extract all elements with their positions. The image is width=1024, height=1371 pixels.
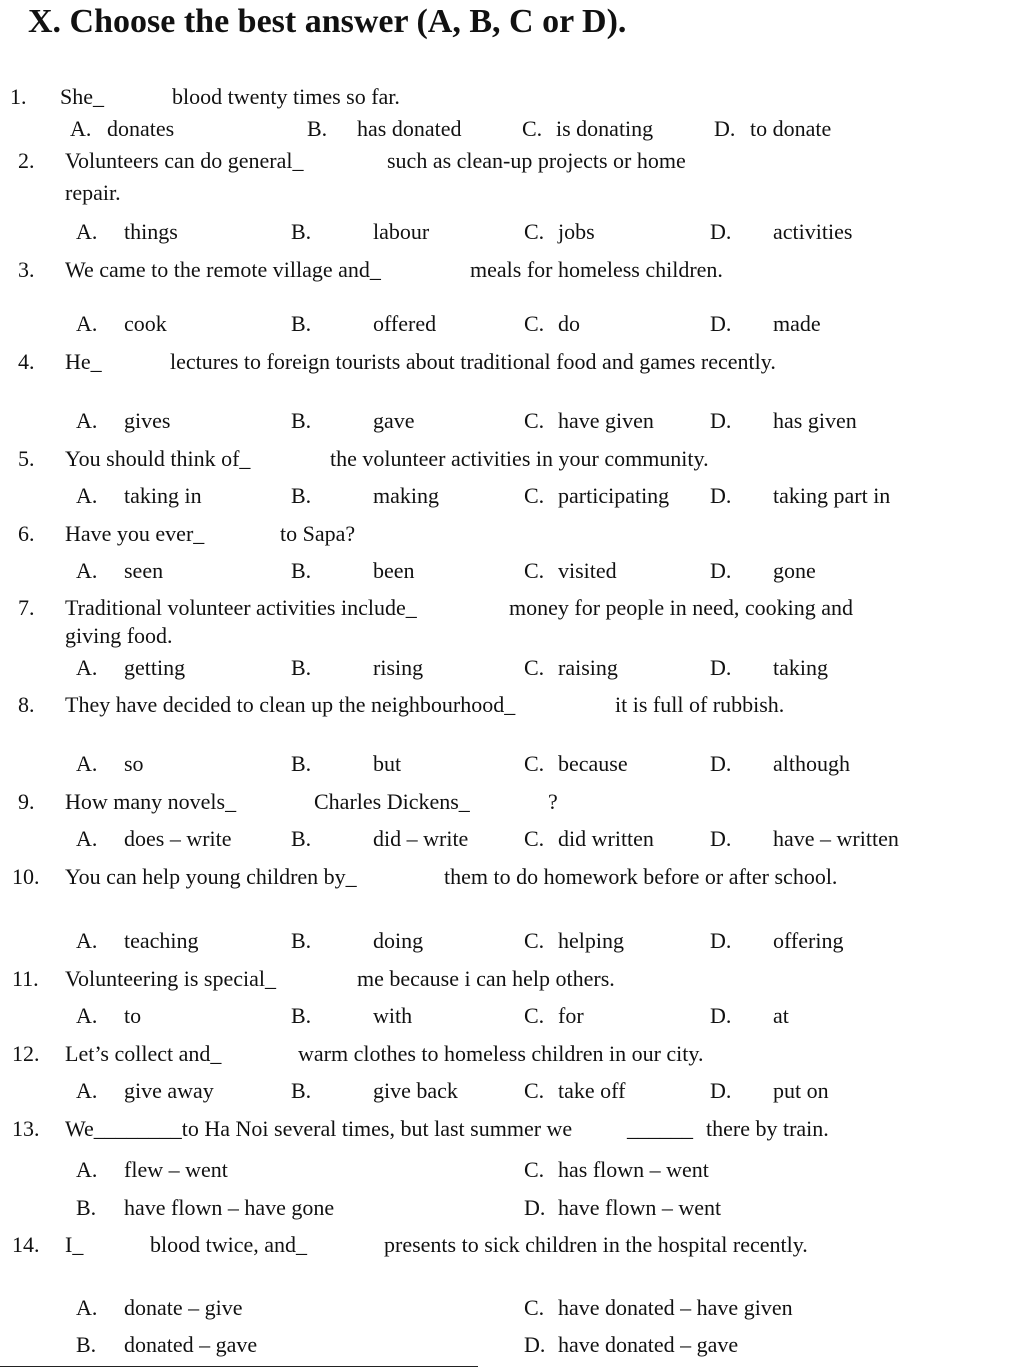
option-b[interactable]: been: [373, 558, 415, 583]
option-c[interactable]: do: [558, 311, 580, 336]
option-label-d: D.: [714, 116, 736, 141]
option-label-b: B.: [291, 483, 312, 508]
option-label-b: B.: [76, 1195, 97, 1220]
option-label-c: C.: [524, 408, 545, 433]
option-c[interactable]: did written: [558, 826, 654, 851]
option-label-c: C.: [524, 1003, 545, 1028]
option-label-b: B.: [291, 751, 312, 776]
option-label-d: D.: [710, 751, 732, 776]
option-label-a: A.: [76, 928, 98, 953]
option-label-c: C.: [524, 483, 545, 508]
option-d[interactable]: gone: [773, 558, 816, 583]
option-d[interactable]: have flown – went: [558, 1195, 722, 1220]
option-label-d: D.: [710, 408, 732, 433]
option-c[interactable]: jobs: [558, 219, 595, 244]
question-number: 12.: [12, 1041, 40, 1066]
option-label-a: A.: [76, 1078, 98, 1103]
option-label-b: B.: [291, 655, 312, 680]
option-label-c: C.: [522, 116, 543, 141]
option-label-d: D.: [710, 928, 732, 953]
option-b[interactable]: has donated: [357, 116, 462, 141]
question-text: How many novels_: [65, 789, 237, 814]
question-text: They have decided to clean up the neighbourhood_: [65, 692, 516, 717]
option-label-c: C.: [524, 928, 545, 953]
option-label-b: B.: [291, 928, 312, 953]
option-d[interactable]: although: [773, 751, 850, 776]
option-a[interactable]: donates: [107, 116, 175, 141]
option-b[interactable]: have flown – have gone: [124, 1195, 335, 1220]
option-c[interactable]: helping: [558, 928, 624, 953]
question-text: Charles Dickens_: [314, 789, 470, 814]
option-a[interactable]: so: [124, 751, 144, 776]
option-label-c: C.: [524, 219, 545, 244]
question-text: We________to Ha Noi several times, but last summer we: [65, 1116, 573, 1141]
question-text: We came to the remote village and_: [65, 257, 381, 282]
option-label-d: D.: [710, 483, 732, 508]
bottom-divider: [0, 1366, 478, 1367]
option-label-a: A.: [76, 408, 98, 433]
option-label-a: A.: [76, 751, 98, 776]
option-d[interactable]: have donated – gave: [558, 1332, 739, 1357]
question-text: Volunteering is special_: [65, 966, 276, 991]
question-text: such as clean-up projects or home: [387, 148, 686, 173]
option-label-b: B.: [291, 219, 312, 244]
option-a[interactable]: things: [124, 219, 178, 244]
option-a[interactable]: teaching: [124, 928, 199, 953]
option-c[interactable]: have given: [558, 408, 654, 433]
option-b[interactable]: rising: [373, 655, 424, 680]
question-text: He_: [65, 349, 102, 374]
question-number: 11.: [12, 966, 39, 991]
option-c[interactable]: participating: [558, 483, 670, 508]
option-d[interactable]: at: [773, 1003, 789, 1028]
question-text: there by train.: [706, 1116, 829, 1141]
question-text: blood twice, and_: [150, 1232, 308, 1257]
option-b[interactable]: did – write: [373, 826, 469, 851]
option-c[interactable]: have donated – have given: [558, 1295, 793, 1320]
option-label-a: A.: [76, 1295, 98, 1320]
question-number: 13.: [12, 1116, 40, 1141]
question-number: 8.: [18, 692, 35, 717]
option-c[interactable]: raising: [558, 655, 618, 680]
option-label-a: A.: [76, 1157, 98, 1182]
option-a[interactable]: seen: [124, 558, 164, 583]
question-number: 9.: [18, 789, 35, 814]
question-text: it is full of rubbish.: [615, 692, 785, 717]
option-label-d: D.: [710, 1078, 732, 1103]
option-b[interactable]: making: [373, 483, 439, 508]
option-c[interactable]: visited: [558, 558, 617, 583]
question-number: 5.: [18, 446, 35, 471]
question-text: She_: [60, 84, 104, 109]
question-text: meals for homeless children.: [470, 257, 723, 282]
question-text: the volunteer activities in your community.: [330, 446, 709, 471]
question-number: 10.: [12, 864, 40, 889]
question-text: money for people in need, cooking and: [509, 595, 853, 620]
option-label-a: A.: [76, 558, 98, 583]
option-label-d: D.: [710, 655, 732, 680]
option-c[interactable]: take off: [558, 1078, 626, 1103]
option-a[interactable]: gives: [124, 408, 171, 433]
question-text-continued: repair.: [65, 180, 121, 205]
option-c[interactable]: because: [558, 751, 628, 776]
option-b[interactable]: offered: [373, 311, 437, 336]
option-d[interactable]: to donate: [750, 116, 832, 141]
option-b[interactable]: with: [373, 1003, 413, 1028]
option-b[interactable]: labour: [373, 219, 430, 244]
option-d[interactable]: made: [773, 311, 821, 336]
option-label-d: D.: [710, 558, 732, 583]
option-label-c: C.: [524, 311, 545, 336]
option-label-a: A.: [76, 219, 98, 244]
question-number: 1.: [10, 84, 27, 109]
option-d[interactable]: taking part in: [773, 483, 891, 508]
option-label-c: C.: [524, 655, 545, 680]
option-d[interactable]: taking: [773, 655, 828, 680]
option-a[interactable]: flew – went: [124, 1157, 228, 1182]
option-label-c: C.: [524, 1295, 545, 1320]
answer-blank: ______: [627, 1116, 693, 1141]
question-text: lectures to foreign tourists about traditional food and games recently.: [170, 349, 776, 374]
question-text: You should think of_: [65, 446, 251, 471]
option-label-b: B.: [291, 826, 312, 851]
page-title: X. Choose the best answer (A, B, C or D).: [28, 3, 627, 40]
option-label-c: C.: [524, 1157, 545, 1182]
question-number: 7.: [18, 595, 35, 620]
option-label-b: B.: [291, 408, 312, 433]
option-label-a: A.: [76, 483, 98, 508]
option-b[interactable]: donated – gave: [124, 1332, 258, 1357]
option-c[interactable]: has flown – went: [558, 1157, 709, 1182]
question-text: I_: [65, 1232, 84, 1257]
option-label-b: B.: [291, 1003, 312, 1028]
option-a[interactable]: taking in: [124, 483, 202, 508]
option-label-d: D.: [524, 1195, 546, 1220]
option-a[interactable]: does – write: [124, 826, 232, 851]
option-d[interactable]: activities: [773, 219, 853, 244]
question-text: Have you ever_: [65, 521, 205, 546]
option-label-a: A.: [76, 655, 98, 680]
option-label-d: D.: [710, 826, 732, 851]
question-text: Let’s collect and_: [65, 1041, 222, 1066]
option-label-b: B.: [76, 1332, 97, 1357]
question-number: 3.: [18, 257, 35, 282]
option-label-c: C.: [524, 558, 545, 583]
question-text: You can help young children by_: [65, 864, 357, 889]
question-text: them to do homework before or after school.: [444, 864, 838, 889]
question-text-continued: giving food.: [65, 623, 173, 648]
option-label-a: A.: [76, 311, 98, 336]
option-d[interactable]: have – written: [773, 826, 899, 851]
option-label-c: C.: [524, 826, 545, 851]
option-b[interactable]: but: [373, 751, 402, 776]
option-a[interactable]: to: [124, 1003, 142, 1028]
option-label-d: D.: [710, 1003, 732, 1028]
question-text: Volunteers can do general_: [65, 148, 304, 173]
option-label-b: B.: [291, 311, 312, 336]
option-d[interactable]: offering: [773, 928, 844, 953]
option-a[interactable]: donate – give: [124, 1295, 243, 1320]
option-label-b: B.: [307, 116, 328, 141]
option-label-b: B.: [291, 558, 312, 583]
question-text: ?: [548, 789, 558, 814]
question-number: 4.: [18, 349, 35, 374]
question-text: me because i can help others.: [357, 966, 615, 991]
option-label-a: A.: [70, 116, 92, 141]
question-text: warm clothes to homeless children in our city.: [298, 1041, 704, 1066]
option-label-c: C.: [524, 751, 545, 776]
option-label-b: B.: [291, 1078, 312, 1103]
question-number: 14.: [12, 1232, 40, 1257]
question-text: presents to sick children in the hospital recently.: [384, 1232, 808, 1257]
question-number: 2.: [18, 148, 35, 173]
option-b[interactable]: gave: [373, 408, 415, 433]
option-c[interactable]: for: [558, 1003, 584, 1028]
question-text: to Sapa?: [280, 521, 356, 546]
option-c[interactable]: is donating: [556, 116, 654, 141]
question-text: blood twenty times so far.: [172, 84, 400, 109]
option-label-a: A.: [76, 826, 98, 851]
option-b[interactable]: give back: [373, 1078, 458, 1103]
option-b[interactable]: doing: [373, 928, 424, 953]
option-d[interactable]: has given: [773, 408, 857, 433]
option-label-c: C.: [524, 1078, 545, 1103]
option-a[interactable]: give away: [124, 1078, 214, 1103]
question-number: 6.: [18, 521, 35, 546]
option-a[interactable]: getting: [124, 655, 186, 680]
option-a[interactable]: cook: [124, 311, 167, 336]
option-label-d: D.: [710, 219, 732, 244]
option-label-a: A.: [76, 1003, 98, 1028]
question-text: Traditional volunteer activities include_: [65, 595, 417, 620]
option-label-d: D.: [524, 1332, 546, 1357]
option-d[interactable]: put on: [773, 1078, 829, 1103]
option-label-d: D.: [710, 311, 732, 336]
